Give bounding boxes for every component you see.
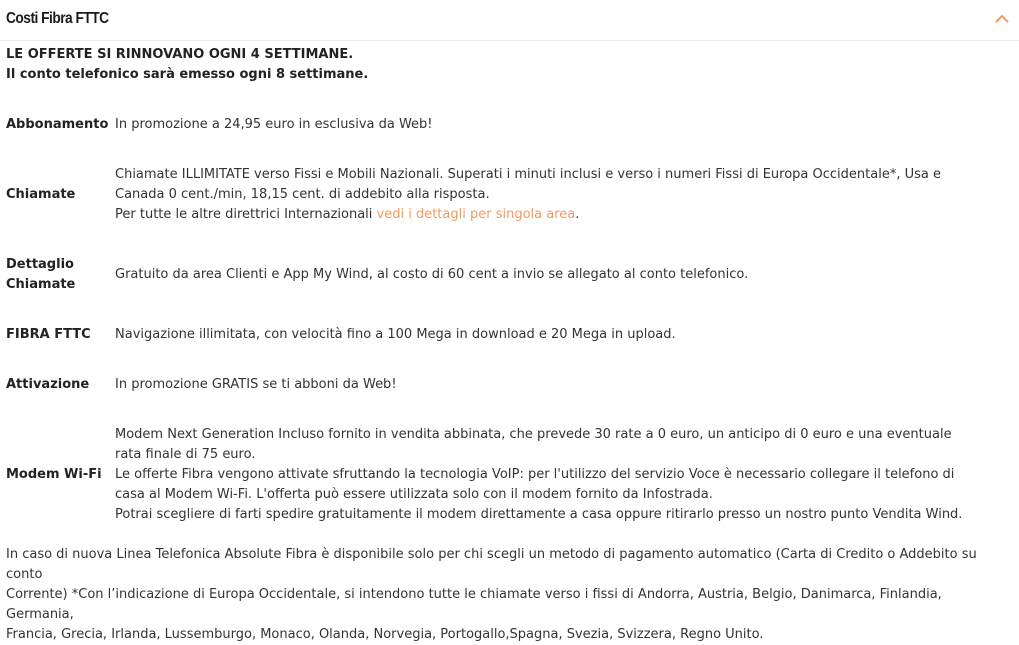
details-per-area-link[interactable]: vedi i dettagli per singola area [376, 207, 576, 222]
footnote-line: In caso di nuova Linea Telefonica Absolute Fibra è disponibile solo per chi scegli un metodo di pagamento automatico (Carta di Credito o Addebito su conto [6, 547, 977, 582]
footnote [6, 545, 1006, 645]
value-line: Le offerte Fibra vengono attivate sfruttando la tecnologia VoIP: per l'utilizzo del servizio Voce è necessario collegare il telefono di [115, 467, 955, 482]
footnote-line: Corrente) *Con l’indicazione di Europa Occidentale, si intendono tutte le chiamate verso i fissi di Andorra, Austria, Belgio, Danimarca, Finlandia, Germania, [6, 587, 942, 622]
section-title: Costi Fibra FTTC [6, 10, 109, 27]
value-line: rata finale di 75 euro. [115, 447, 256, 462]
value-line: casa al Modem Wi-Fi. L'offerta può essere utilizzata solo con il modem fornito da Infostrada. [115, 487, 713, 502]
intro-text [6, 45, 368, 85]
footnote-line: Francia, Grecia, Irlanda, Lussemburgo, Monaco, Olanda, Norvegia, Portogallo,Spagna, Svezia, Svizzera, Regno Unito. [6, 627, 764, 642]
label-line: Dettaglio [6, 257, 74, 272]
label-line: Chiamate [6, 277, 76, 292]
row-label: FIBRA FTTC [6, 327, 91, 342]
value-line: Potrai scegliere di farti spedire gratuitamente il modem direttamente a casa oppure ritirarlo presso un nostro punto Vendita Wind. [115, 507, 963, 522]
value-line: Canada 0 cent./min, 18,15 cent. di addebito alla risposta. [115, 187, 490, 202]
row-value [115, 425, 965, 525]
chevron-up-icon[interactable] [993, 10, 1011, 28]
value-text: Per tutte le altre direttrici Internazionali [115, 207, 377, 222]
row-label: Chiamate [6, 187, 76, 202]
intro-line-billing: Il conto telefonico sarà emesso ogni 8 settimane. [6, 67, 369, 82]
value-line [115, 205, 965, 225]
row-value: Navigazione illimitata, con velocità fino a 100 Mega in download e 20 Mega in upload. [115, 327, 676, 342]
row-label: Attivazione [6, 377, 90, 392]
row-value: In promozione a 24,95 euro in esclusiva da Web! [115, 117, 433, 132]
value-line: Chiamate ILLIMITATE verso Fissi e Mobili Nazionali. Superati i minuti inclusi e verso i numeri Fissi di Europa Occidentale*, Usa e [115, 167, 941, 182]
row-label [6, 255, 75, 295]
row-label: Modem Wi-Fi [6, 467, 102, 482]
intro-line-renewal: LE OFFERTE SI RINNOVANO OGNI 4 SETTIMANE. [6, 47, 354, 62]
row-value: In promozione GRATIS se ti abboni da Web! [115, 377, 397, 392]
accordion-header[interactable] [0, 0, 1019, 41]
value-text: . [575, 207, 580, 222]
row-label: Abbonamento [6, 117, 109, 132]
value-line: Modem Next Generation Incluso fornito in vendita abbinata, che prevede 30 rate a 0 euro, un anticipo di 0 euro e una eventuale [115, 427, 952, 442]
row-value [115, 165, 965, 225]
row-value: Gratuito da area Clienti e App My Wind, al costo di 60 cent a invio se allegato al conto telefonico. [115, 267, 749, 282]
